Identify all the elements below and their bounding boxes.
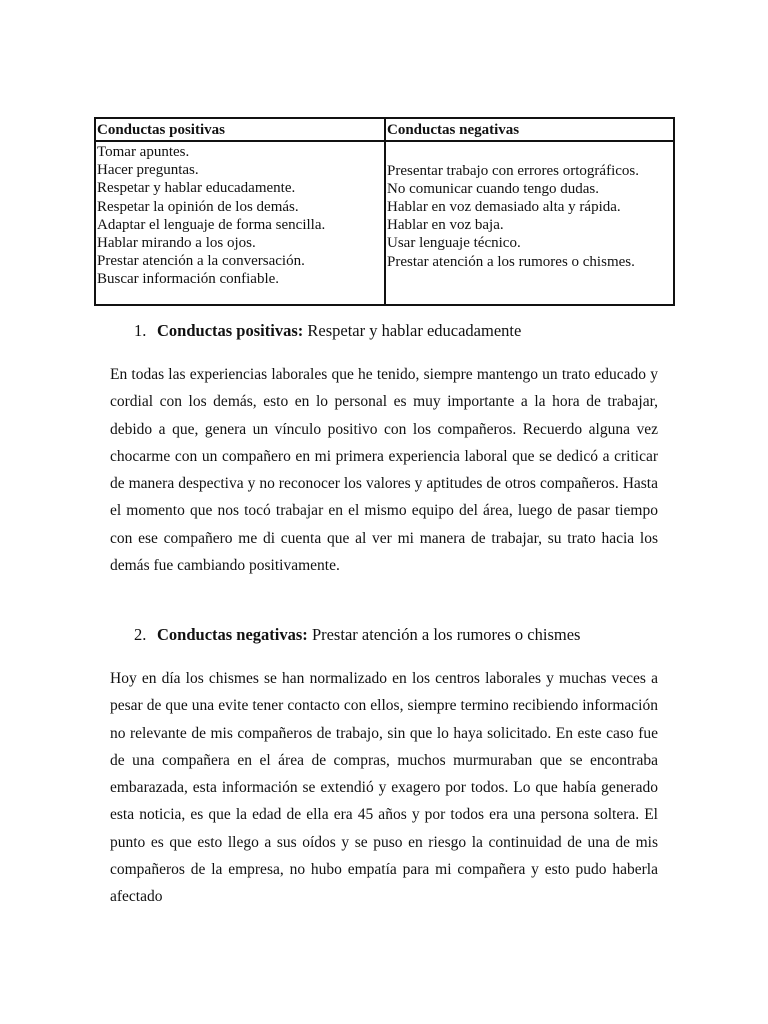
list-item: Hablar mirando a los ojos.: [97, 235, 256, 252]
list-item: No comunicar cuando tengo dudas.: [387, 180, 600, 197]
list-item: Adaptar el lenguaje de forma sencilla.: [97, 216, 326, 233]
positive-header: Conductas positivas: [97, 122, 225, 138]
list-item: Hacer preguntas.: [97, 162, 199, 179]
list-item: Respetar y hablar educadamente.: [97, 180, 296, 197]
negative-list: [387, 162, 639, 271]
list-item: Hablar en voz baja.: [387, 217, 504, 234]
section1-label: Conductas positivas:: [157, 321, 304, 340]
section1-paragraph: En todas las experiencias laborales que he tenido, siempre mantengo un trato educado y cordial con los demás, esto en lo personal es muy importante a la hora de trabajar, debido a que, genera un vínculo positivo con los compañeros. Recuerdo alguna vez chocarme con un compañero en mi primera experiencia laboral que se dedicó a criticar de manera despectiva y no reconocer los valores y aptitudes de otros compañeros. Hasta el momento que nos tocó trabajar en el mismo equipo del área, luego de pasar tiempo con ese compañero me di cuenta que al ver mi manera de trabajar, su trato hacia los demás fue cambiando positivamente.: [110, 366, 658, 575]
negative-header: Conductas negativas: [387, 122, 520, 138]
list-item: Buscar información confiable.: [97, 271, 280, 288]
conduct-table: [94, 117, 675, 306]
list-item: Presentar trabajo con errores ortográficos.: [387, 162, 639, 179]
list-item: Prestar atención a la conversación.: [97, 253, 305, 270]
section2-label: Conductas negativas:: [157, 625, 308, 644]
section2-heading: [134, 625, 580, 645]
section1-number: 1.: [134, 321, 147, 340]
positive-list: [97, 143, 325, 289]
section2-title: Prestar atención a los rumores o chismes: [307, 625, 581, 644]
list-item: Prestar atención a los rumores o chismes.: [387, 253, 635, 270]
section1-title: Respetar y hablar educadamente: [303, 321, 522, 340]
section2-paragraph: Hoy en día los chismes se han normalizado en los centros laborales y muchas veces a pesar de que una evite tener contacto con ellos, siempre termino recibiendo información no relevante de mis compañeros de trabajo, sin que lo haya solicitado. En este caso fue de una compañera en el área de compras, muchos murmuraban que se encontraba embarazada, esta información se extendió y exagero por todos. Lo que había generado esta noticia, es que la edad de ella era 45 años y por todos era una persona soltera. El punto es que esto llego a sus oídos y se puso en riesgo la continuidad de una de mis compañeros de la empresa, no hubo empatía para mi compañera y esto pudo haberla afectado: [110, 670, 658, 906]
list-item: Tomar apuntes.: [97, 144, 190, 160]
negative-column: [385, 119, 673, 304]
section1-heading: [134, 321, 521, 341]
list-item: Hablar en voz demasiado alta y rápida.: [387, 198, 621, 215]
section2-number: 2.: [134, 625, 147, 644]
list-item: Respetar la opinión de los demás.: [97, 198, 299, 215]
list-item: Usar lenguaje técnico.: [387, 235, 521, 252]
positive-column: [96, 119, 385, 304]
